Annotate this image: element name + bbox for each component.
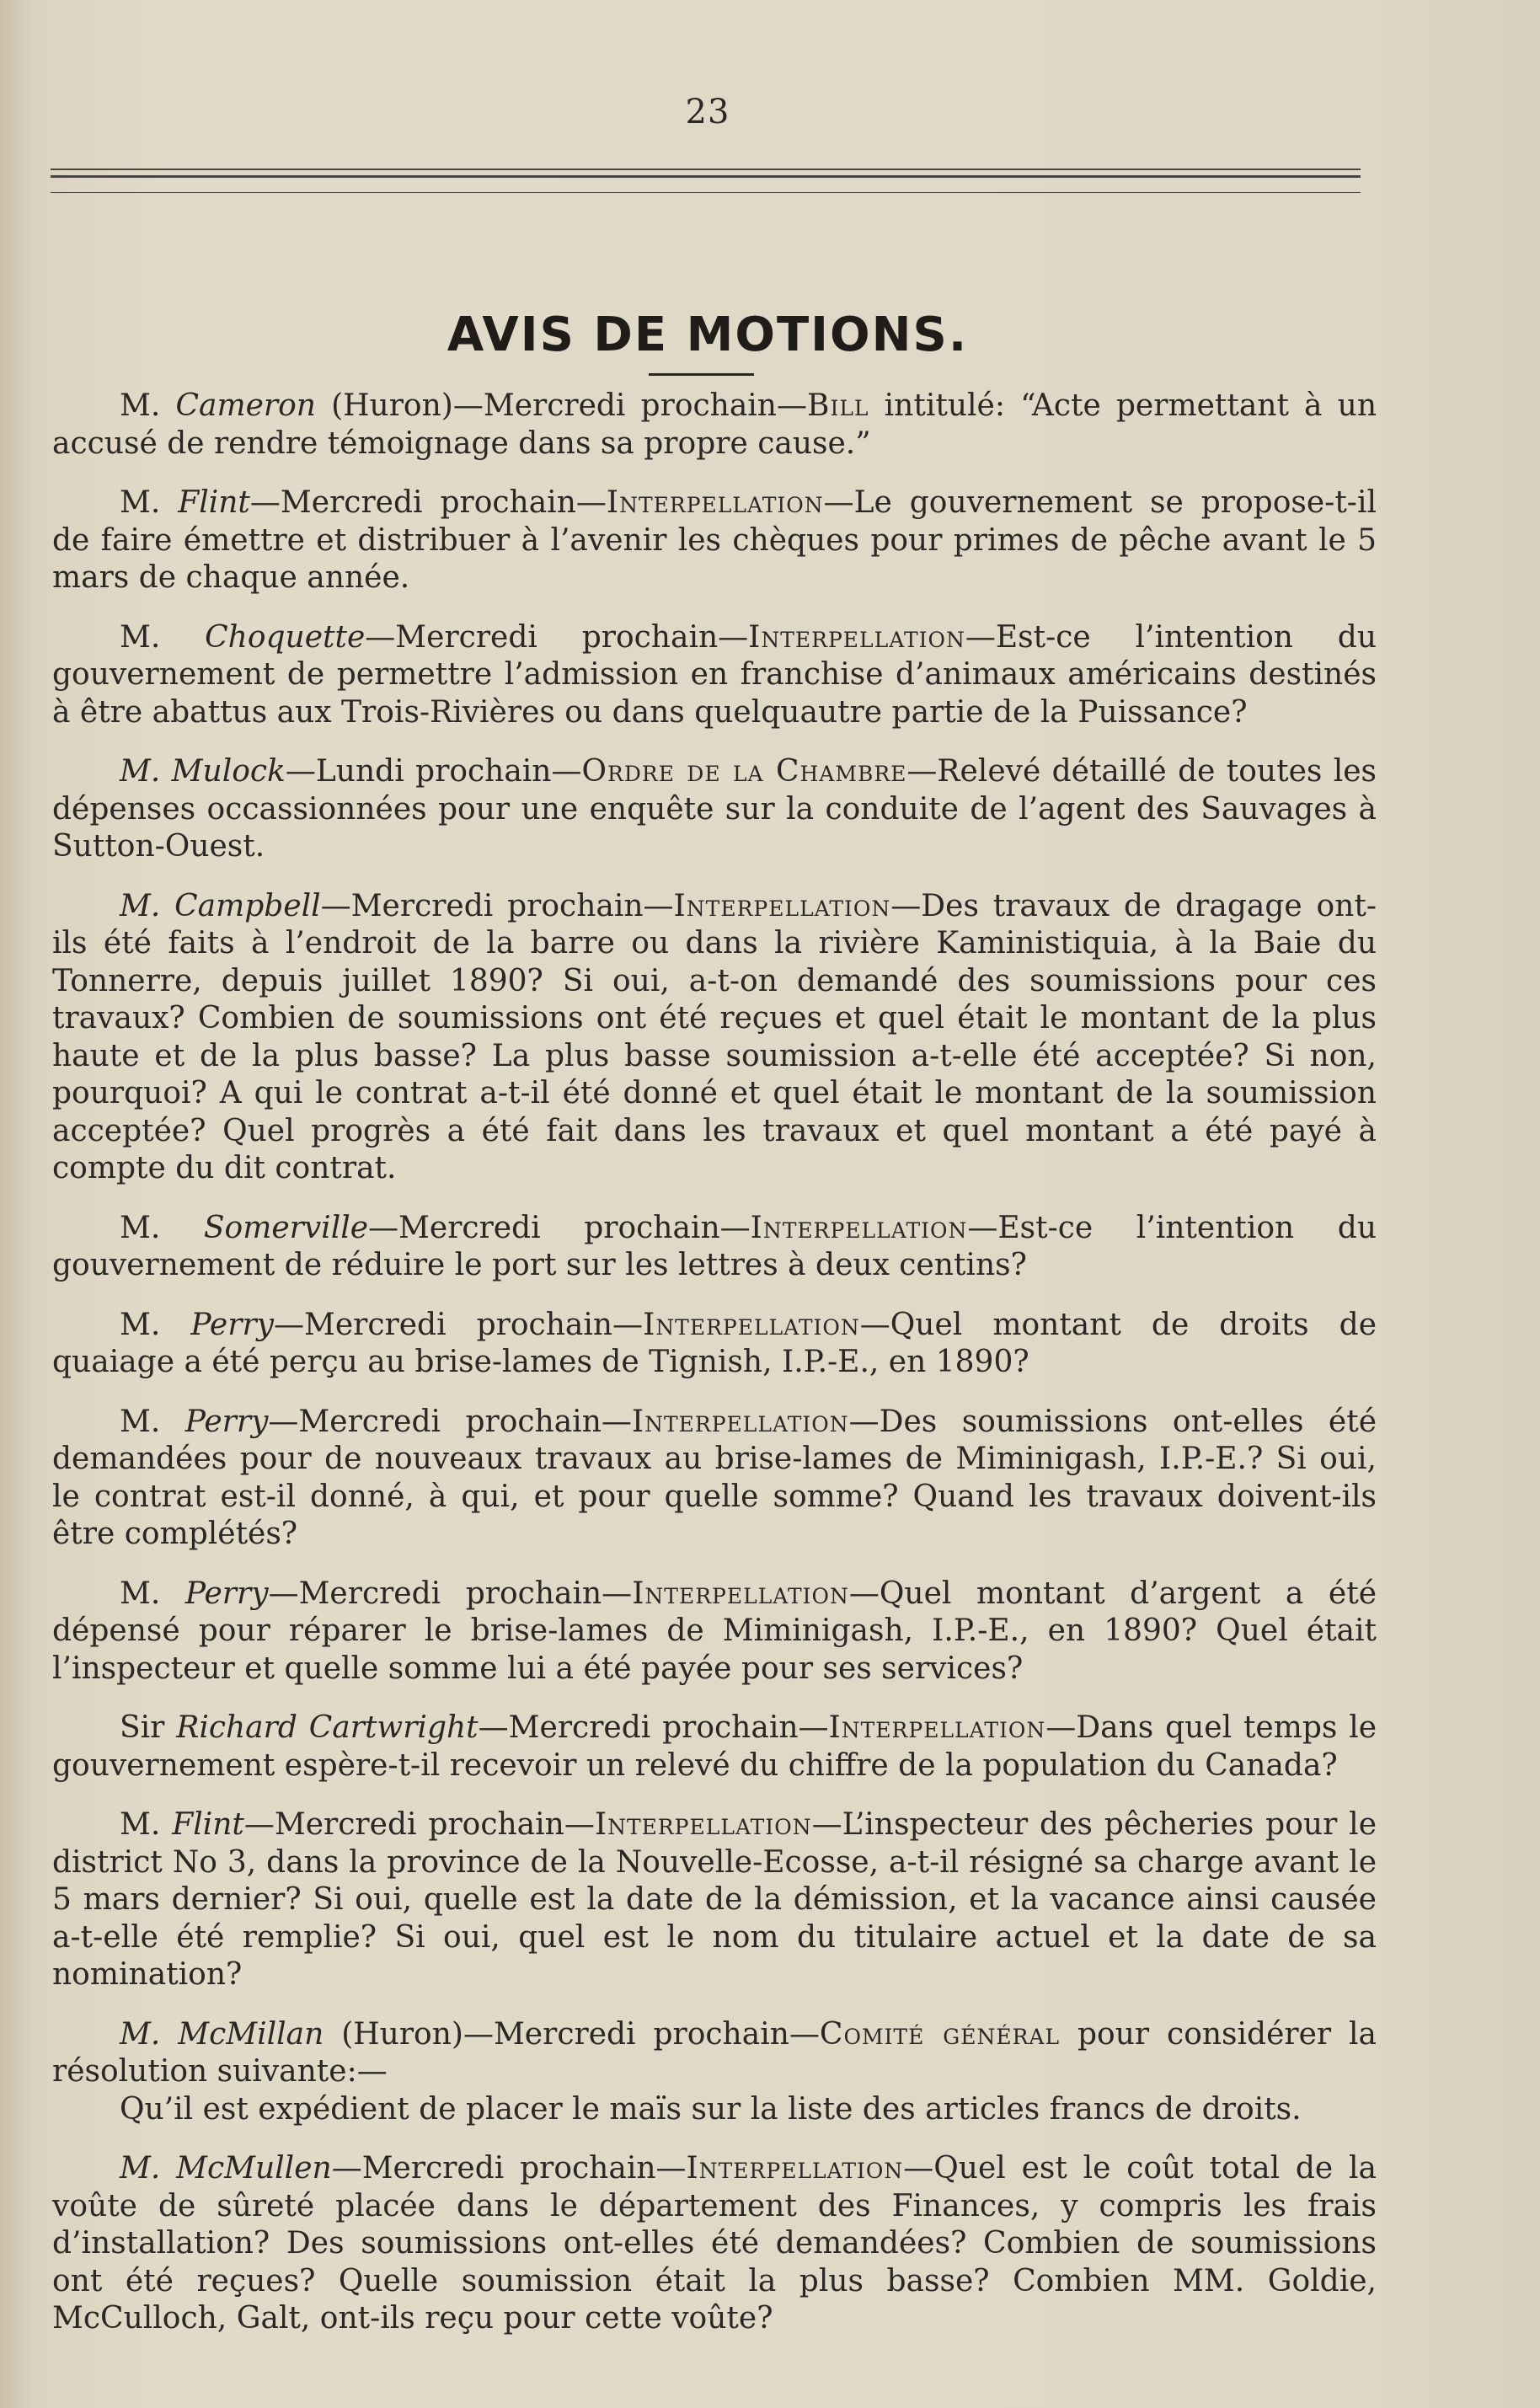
motion-member: Flint xyxy=(178,485,250,520)
motion-paragraph xyxy=(52,1210,1377,1285)
motion-timing: —Mercredi prochain— xyxy=(274,1307,644,1342)
motion-prefix: Sir xyxy=(120,1710,177,1745)
motion-member: M. Campbell xyxy=(120,888,321,923)
motion-kind: Interpellation xyxy=(686,2151,904,2186)
motion-kind: Interpellation xyxy=(631,1404,849,1439)
motion-kind: Interpellation xyxy=(673,888,891,923)
motion-paragraph xyxy=(52,1576,1377,1688)
motion-timing: —Mercredi prochain— xyxy=(368,1210,751,1245)
motion-paragraph xyxy=(52,2150,1377,2338)
motion-text: intitulé: “Acte permettant à un accusé de rendre témoignage dans sa propre cause.” xyxy=(52,388,1377,461)
motion-paragraph xyxy=(52,1806,1377,1994)
motion-text: —L’inspecteur des pêcheries pour le district No 3, dans la province de la Nouvelle-Ecosse, a-t-il résigné sa charge avant le 5 mars dernier? Si oui, quelle est la date de la démission, et la vacance ainsi causée a-t-elle été remplie? Si oui, quel est le nom du titulaire actuel et la date de sa nomination? xyxy=(52,1807,1377,1992)
motions-body xyxy=(52,388,1377,2360)
motion-member: M. Mulock xyxy=(120,754,286,789)
motion-kind: Interpellation xyxy=(828,1710,1046,1745)
motion-timing: —Mercredi prochain— xyxy=(331,2151,687,2186)
motion-prefix: M. xyxy=(120,388,176,423)
motion-member: Perry xyxy=(184,1404,269,1439)
motion-text: —Dans quel temps le gouvernement espère-t-il recevoir un relevé du chiffre de la population du Canada? xyxy=(52,1710,1377,1783)
header-rule-bottom xyxy=(51,192,1361,193)
motion-kind: Comité général xyxy=(819,2016,1061,2052)
motion-member: Cameron xyxy=(175,388,316,423)
motion-prefix: M. xyxy=(120,1807,173,1842)
motion-member: Richard Cartwright xyxy=(176,1710,479,1745)
motion-prefix: M. xyxy=(120,1210,204,1245)
motion-kind: Interpellation xyxy=(594,1807,812,1842)
motion-kind: Interpellation xyxy=(750,1210,968,1245)
motion-member: Perry xyxy=(184,1576,269,1611)
motion-paragraph xyxy=(52,388,1377,463)
resolution-text: Qu’il est expédient de placer le maïs sur la liste des articles francs de droits. xyxy=(120,2091,1302,2127)
motion-timing: —Mercredi prochain— xyxy=(320,888,674,923)
motion-member: M. McMillan xyxy=(120,2016,324,2052)
motion-timing: (Huron)—Mercredi prochain— xyxy=(324,2016,820,2052)
page-number: 23 xyxy=(685,93,730,131)
motion-kind: Interpellation xyxy=(748,619,965,655)
motion-timing: —Mercredi prochain— xyxy=(478,1710,829,1745)
header-rule-top xyxy=(51,169,1361,170)
motion-paragraph xyxy=(52,1710,1377,1785)
motion-kind: Bill xyxy=(807,388,869,423)
motion-text: —Quel est le coût total de la voûte de sûreté placée dans le département des Finances, y compris les frais d’installation? Des soumissions ont-elles été demandées? Combien de soumissions ont été reçues? Quelle soumission était la plus basse? Combien MM. Goldie, McCulloch, Galt, ont-ils reçu pour cette voûte? xyxy=(52,2151,1377,2336)
motion-text: —Des travaux de dragage ont-ils été faits à l’endroit de la barre ou dans la rivière Kaministiquia, à la Baie du Tonnerre, depuis juillet 1890? Si oui, a-t-on demandé des soumissions pour ces travaux? Combien de soumissions ont été reçues et quel était le montant de la plus haute et de la plus basse? La plus basse soumission a-t-elle été acceptée? Si non, pourquoi? A qui le contrat a-t-il été donné et quel était le montant de la soumission acceptée? Quel progrès a été fait dans les travaux et quel montant a été payé à compte du dit contrat. xyxy=(52,888,1377,1185)
motion-text: —Le gouvernement se propose-t-il de faire émettre et distribuer à l’avenir les chèques pour primes de pêche avant le 5 mars de chaque année. xyxy=(52,485,1377,595)
motion-prefix: M. xyxy=(120,1404,185,1439)
title-underline xyxy=(649,373,754,376)
motion-text: —Quel montant d’argent a été dépensé pour réparer le brise-lames de Miminigash, I.P.-E., en 1890? Quel était l’inspecteur et quelle somme lui a été payée pour ses services? xyxy=(52,1576,1377,1686)
motion-timing: —Mercredi prochain— xyxy=(268,1576,633,1611)
motion-prefix: M. xyxy=(120,485,179,520)
motion-prefix: M. xyxy=(120,619,206,655)
motion-kind: Interpellation xyxy=(643,1307,860,1342)
motion-timing: (Huron)—Mercredi prochain— xyxy=(315,388,807,423)
motion-text: —Relevé détaillé de toutes les dépenses occassionnées pour une enquête sur la conduite de l’agent des Sauvages à Sutton-Ouest. xyxy=(52,754,1377,864)
motion-member: Choquette xyxy=(205,619,366,655)
motion-prefix: M. xyxy=(120,1307,191,1342)
motion-paragraph xyxy=(52,753,1377,866)
motion-text: pour considérer la résolution suivante:— xyxy=(52,2016,1377,2089)
motion-text: —Est-ce l’intention du gouvernement de réduire le port sur les lettres à deux centins? xyxy=(52,1210,1377,1282)
motion-paragraph xyxy=(52,2016,1377,2091)
motion-member: Somerville xyxy=(203,1210,369,1245)
motion-member: Flint xyxy=(172,1807,244,1842)
motion-kind: Ordre de la Chambre xyxy=(581,754,907,789)
motion-timing: —Lundi prochain— xyxy=(285,754,582,789)
motion-text: —Quel montant de droits de quaiage a été perçu au brise-lames de Tignish, I.P.-E., en 1890? xyxy=(52,1307,1377,1379)
motion-timing: —Mercredi prochain— xyxy=(365,619,749,655)
motion-paragraph xyxy=(52,619,1377,732)
motion-timing: —Mercredi prochain— xyxy=(249,485,607,520)
motion-paragraph xyxy=(52,1404,1377,1554)
motion-paragraph xyxy=(52,888,1377,1188)
motion-member: M. McMullen xyxy=(120,2151,332,2186)
motion-paragraph xyxy=(52,1307,1377,1382)
section-title: AVIS DE MOTIONS. xyxy=(446,308,969,362)
motion-text: —Est-ce l’intention du gouvernement de permettre l’admission en franchise d’animaux américains destinés à être abattus aux Trois-Rivières ou dans quelquautre partie de la Puissance? xyxy=(52,619,1377,730)
motion-kind: Interpellation xyxy=(632,1576,849,1611)
motion-timing: —Mercredi prochain— xyxy=(268,1404,632,1439)
motion-member: Perry xyxy=(190,1307,274,1342)
header-rule-middle xyxy=(51,175,1361,178)
motion-paragraph xyxy=(52,484,1377,597)
motion-text: —Des soumissions ont-elles été demandées pour de nouveaux travaux au brise-lames de Miminigash, I.P.-E.? Si oui, le contrat est-il donné, à qui, et pour quelle somme? Quand les travaux doivent-ils être complétés? xyxy=(52,1404,1377,1551)
motion-kind: Interpellation xyxy=(606,485,824,520)
motion-prefix: M. xyxy=(120,1576,185,1611)
motion-timing: —Mercredi prochain— xyxy=(243,1807,595,1842)
